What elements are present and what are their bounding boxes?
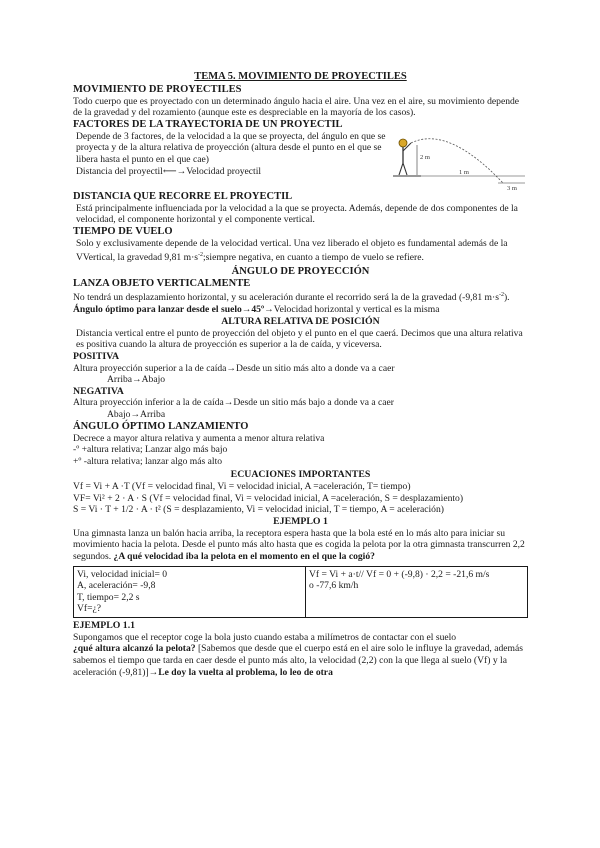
paragraph-distancia: Está principalmente influenciada por la velocidad a la que se proyecta. Además, depende de dos componentes de la velocidad, el componente horizontal y el componente vertical. [76, 202, 518, 226]
equations-block [73, 481, 528, 516]
section-heading-negativa: NEGATIVA [73, 385, 124, 397]
section-heading-optimo: ÁNGULO ÓPTIMO LANZAMIENTO [73, 420, 249, 432]
line-negativa-2: Abajo→Arriba [107, 409, 166, 421]
factores-block [73, 131, 528, 191]
label-mid: 1 m [459, 168, 469, 176]
section-heading-positiva: POSITIVA [73, 350, 120, 362]
thrower-head-icon [399, 139, 407, 147]
table-cell-datos: Vi, velocidad inicial= 0 A, aceleración= -9,8 T, tiempo= 2,2 s Vf=¿? [74, 566, 306, 617]
paragraph-lanza: No tendrá un desplazamiento horizontal, y su aceleración durante el recorrido será la de la gravedad (-9,81 $m\cdot s^{-2}$). [73, 292, 510, 304]
paragraph-movimiento: Todo cuerpo que es proyectado con un determinado ángulo hacia el aire. Una vez en el aire, su movimiento depende de la gravedad y del rozamiento (aunque este es despreciable en la mayoría de los casos). [73, 95, 520, 119]
document-page [73, 71, 528, 678]
paragraph-ejemplo11: ¿qué altura alcanzó la pelota? [Sabemos que desde que el cuerpo está en el aire solo le influye la gravedad, además sabemos el tiempo que tarda en caer desde el punto más alto, la velocidad (2,2) con la que llega al suelo (Vf) y la aceleración (-9,81)]→Le doy la vuelta al problema, lo leo de otra [73, 643, 523, 678]
line-negativa-1: Altura proyección inferior a la de caída→Desde un sitio más bajo a donde va a caer [73, 397, 394, 409]
equation-3: S = Vi · T + 1/2 · A · t² (S = desplazamiento, Vi = velocidad inicial, T = tiempo, A = aceleración) [73, 504, 444, 516]
trajectory-svg [393, 131, 528, 193]
line-positiva-1: Altura proyección superior a la de caída→Desde un sitio más alto a donde va a caer [73, 362, 395, 374]
section-heading-movimiento: MOVIMIENTO DE PROYECTILES [73, 83, 242, 95]
section-heading-ejemplo11: EJEMPLO 1.1 [73, 619, 136, 631]
label-far: 3 m [507, 184, 517, 192]
line-optimo-1: Decrece a mayor altura relativa y aumenta a menor altura relativa [73, 432, 325, 444]
line-distancia-velocidad: Distancia del proyectil⟵→Velocidad proyectil [76, 165, 262, 177]
line-ejemplo11-1: Supongamos que el receptor coge la bola justo cuando estaba a milímetros de contactar con el suelo [73, 631, 457, 643]
section-heading-angulo: ÁNGULO DE PROYECCIÓN [231, 266, 370, 278]
paragraph-ejemplo1: Una gimnasta lanza un balón hacia arriba, la receptora espera hasta que la bola esté en lo más alto para iniciar su movimiento hacia la pelota. Desde el punto más alto hasta que es cogida la pelota por la otra gimnasta transcurren 2,2 segundos. ¿A qué velocidad iba la pelota en el momento en el que la cogió? [73, 527, 525, 563]
section-heading-altura: ALTURA RELATIVA DE POSICIÓN [221, 315, 380, 327]
paragraph-factores: Depende de 3 factores, de la velocidad a la que se proyecta, del ángulo en que se proyecta y de la altura relativa de proyección (altura desde el punto en el que se libera hasta el punto en el que cae) [76, 130, 386, 165]
trajectory-diagram [393, 131, 528, 191]
ejemplo1-table [73, 566, 528, 618]
section-heading-tiempo: TIEMPO DE VUELO [73, 225, 173, 237]
table-cell-solucion: Vf = Vi + a·t// Vf = 0 + (-9,8) · 2,2 = -21,6 m/s o -77,6 km/h [306, 566, 528, 617]
section-heading-factores: FACTORES DE LA TRAYECTORIA DE UN PROYECTIL [73, 118, 343, 130]
equation-1: Vf = Vi + A ·T (Vf = velocidad final, Vi = velocidad inicial, A =aceleración, T= tiempo) [73, 481, 411, 493]
label-height: 2 m [420, 153, 430, 161]
line-optimo-3: +º -altura relativa; lanzar algo más alto [73, 455, 223, 467]
section-heading-ecuaciones: ECUACIONES IMPORTANTES [230, 469, 371, 481]
section-heading-ejemplo1: EJEMPLO 1 [273, 516, 328, 528]
paragraph-tiempo: Solo y exclusivamente depende de la velocidad vertical. Una vez liberado el objeto es fundamental además de la VVertical, la gravedad 9,81 $m\cdot s^{-2};siempre$ negativa, en cuanto a tiempo de vuelo se refiere. [76, 237, 508, 263]
section-heading-lanza: LANZA OBJETO VERTICALMENTE [73, 278, 251, 290]
line-positiva-2: Arriba→Abajo [107, 374, 166, 386]
paragraph-altura: Distancia vertical entre el punto de proyección del objeto y el punto en el que caerá. Decimos que una altura relativa es positiva cuando la altura de proyección es superior a la de caída, y viceversa. [76, 327, 523, 351]
section-heading-distancia: DISTANCIA QUE RECORRE EL PROYECTIL [73, 190, 293, 202]
document-title: TEMA 5. MOVIMIENTO DE PROYECTILES [194, 71, 407, 82]
line-angulo-optimo: Ángulo óptimo para lanzar desde el suelo→45º→Velocidad horizontal y vertical es la misma [73, 304, 440, 316]
line-optimo-2: -º +altura relativa; Lanzar algo más bajo [73, 444, 228, 456]
equation-2: VF= Vi² + 2 · A · S (Vf = velocidad final, Vi = velocidad inicial, A =aceleración, S = desplazamiento) [73, 492, 464, 504]
